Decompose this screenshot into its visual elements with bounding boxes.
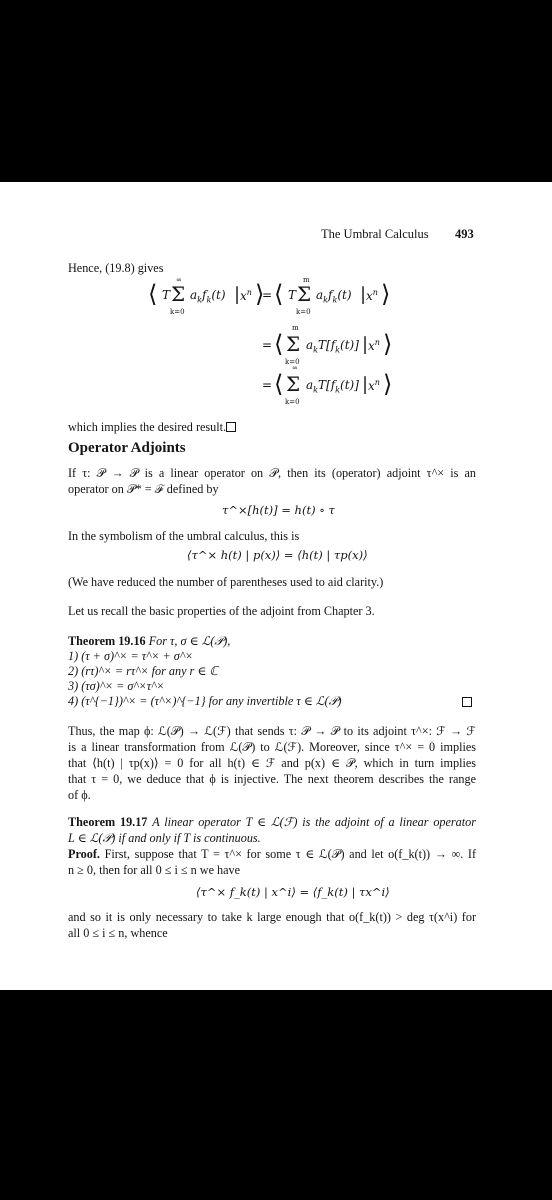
paragraph5-line2: is a linear transformation from ℒ(𝒫) to ℒ(ℱ). Moreover, since τ^× = 0 implies	[68, 740, 476, 754]
proof-line3: and so it is only necessary to take k large enough that o(f_k(t)) > deg τ(x^i) for	[68, 910, 476, 924]
paragraph4: Let us recall the basic properties of the adjoint from Chapter 3.	[68, 604, 375, 618]
eq-line3: = ⟨ Σ ∞ k=0 $a_kT[f_k(t)]$ | $x^n$ ⟩	[262, 364, 393, 406]
adjoint-definition-eq: τ^×[h(t)] = h(t) ∘ τ	[222, 503, 335, 517]
paragraph1-line1: If τ: 𝒫 → 𝒫 is a linear operator on 𝒫, then its (operator) adjoint τ^× is an	[68, 466, 476, 480]
conclusion-text: which implies the desired result.	[68, 419, 236, 435]
proof-line2: n ≥ 0, then for all 0 ≤ i ≤ n we have	[68, 863, 241, 877]
paragraph5-line1: Thus, the map ϕ: ℒ(𝒫) → ℒ(ℱ) that sends τ: 𝒫 → 𝒫 to its adjoint τ^×: ℱ → ℱ	[68, 724, 476, 738]
eq-line1-left: ⟨ T Σ ∞ k=0 $a_kf_k(t)$ | $x^n$ ⟩	[148, 276, 265, 316]
proof-line1: Proof. First, suppose that T = τ^× for some τ ∈ ℒ(𝒫) and let o(f_k(t)) → ∞. If	[68, 847, 476, 861]
intro-text: Hence, (19.8) gives	[68, 261, 164, 275]
eq-line2: = ⟨ Σ m k=0 $a_kT[f_k(t)]$ | $x^n$ ⟩	[262, 324, 393, 366]
paragraph5-line3: that ⟨h(t) | τp(x)⟩ = 0 for all h(t) ∈ ℱ and p(x) ∈ 𝒫, which in turn implies	[68, 756, 476, 770]
theorem-item-3: 3) (τσ)^× = σ^×τ^×	[68, 679, 165, 693]
paragraph1-line2: operator on 𝒫* = ℱ defined by	[68, 482, 219, 496]
proof-line4: all 0 ≤ i ≤ n, whence	[68, 926, 168, 940]
qed-box	[226, 422, 236, 432]
paragraph3: (We have reduced the number of parentheses used to aid clarity.)	[68, 575, 384, 589]
book-page	[0, 182, 552, 990]
theorem-end-box	[462, 697, 472, 707]
eq-line1-right: = ⟨ T Σ m k=0 $a_kf_k(t)$ | $x^n$ ⟩	[262, 276, 391, 316]
theorem-19-17-line2: L ∈ ℒ(𝒫) if and only if T is continuous.	[68, 831, 261, 845]
page-number: 493	[455, 227, 474, 241]
theorem-item-4: 4) (τ^{−1})^× = (τ^×)^{−1} for any invertible τ ∈ ℒ(𝒫)	[68, 694, 342, 708]
section-heading: Operator Adjoints	[68, 440, 186, 456]
theorem-item-2: 2) (rτ)^× = rτ^× for any r ∈ ℂ	[68, 664, 218, 678]
theorem-19-17-line1: Theorem 19.17 A linear operator T ∈ ℒ(ℱ) is the adjoint of a linear operator	[68, 815, 476, 829]
paragraph2: In the symbolism of the umbral calculus, this is	[68, 529, 300, 543]
paragraph5-line4: that τ = 0, we deduce that ϕ is injective. The next theorem describes the range	[68, 772, 476, 786]
theorem-item-1: 1) (τ + σ)^× = τ^× + σ^×	[68, 649, 194, 663]
paragraph5-line5: of ϕ.	[68, 788, 91, 802]
theorem-19-16-heading: Theorem 19.16 For τ, σ ∈ ℒ(𝒫),	[68, 634, 231, 648]
running-header-title: The Umbral Calculus	[321, 227, 429, 241]
umbral-adjoint-eq: ⟨τ^× h(t) | p(x)⟩ = ⟨h(t) | τp(x)⟩	[187, 548, 368, 562]
proof-equation: ⟨τ^× f_k(t) | x^i⟩ = ⟨f_k(t) | τx^i⟩	[196, 885, 390, 899]
